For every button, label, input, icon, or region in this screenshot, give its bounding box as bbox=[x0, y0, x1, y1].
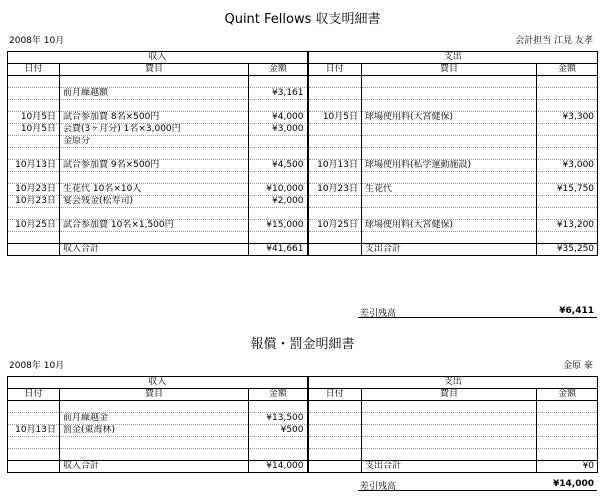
row-item: 試合参加費 8名×500円 bbox=[60, 112, 249, 124]
table-row bbox=[8, 208, 598, 220]
row-amount bbox=[249, 208, 308, 220]
row-amount bbox=[537, 88, 598, 100]
row-amount: ¥13,500 bbox=[249, 413, 308, 425]
row-date bbox=[8, 76, 60, 88]
income-expense-table bbox=[7, 51, 598, 256]
col-date-header: 日付 bbox=[308, 389, 362, 401]
row-amount bbox=[537, 172, 598, 184]
row-date bbox=[308, 232, 362, 244]
col-date-header: 日付 bbox=[308, 64, 362, 76]
income-header: 収入 bbox=[8, 377, 308, 389]
table-row bbox=[8, 437, 598, 449]
row-date: 10月5日 bbox=[308, 112, 362, 124]
row-date bbox=[308, 449, 362, 461]
row-item bbox=[60, 232, 249, 244]
col-item-header: 費目 bbox=[60, 64, 249, 76]
table-row bbox=[8, 425, 598, 437]
row-date bbox=[308, 100, 362, 112]
row-item bbox=[362, 148, 537, 160]
row-amount bbox=[537, 437, 598, 449]
row-amount: ¥3,000 bbox=[249, 124, 308, 136]
totals-row bbox=[8, 461, 598, 473]
row-amount bbox=[537, 413, 598, 425]
row-amount bbox=[249, 401, 308, 413]
row-item: 前月繰越額 bbox=[60, 88, 249, 100]
statement-manager: 会計担当 江見 友孝 bbox=[515, 36, 593, 46]
row-item bbox=[362, 124, 537, 136]
row-item bbox=[362, 172, 537, 184]
row-date bbox=[8, 172, 60, 184]
row-item bbox=[362, 413, 537, 425]
row-date bbox=[308, 88, 362, 100]
row-item: 試合参加費 10名×1,500円 bbox=[60, 220, 249, 232]
row-item bbox=[362, 425, 537, 437]
row-item: 罰金(東海林) bbox=[60, 425, 249, 437]
row-amount bbox=[249, 148, 308, 160]
row-item bbox=[362, 208, 537, 220]
row-date bbox=[8, 148, 60, 160]
row-date bbox=[8, 88, 60, 100]
row-item: 球場使用料(大宮健保) bbox=[362, 220, 537, 232]
row-date bbox=[8, 232, 60, 244]
section-header-row bbox=[8, 377, 598, 389]
row-item bbox=[60, 208, 249, 220]
expense-total-value: ¥0 bbox=[537, 461, 598, 473]
table-row bbox=[8, 136, 598, 148]
row-date: 10月5日 bbox=[8, 112, 60, 124]
row-item: 試合参加費 9名×500円 bbox=[60, 160, 249, 172]
row-amount bbox=[537, 401, 598, 413]
col-item-header: 費目 bbox=[362, 389, 537, 401]
row-amount bbox=[537, 100, 598, 112]
row-amount: ¥500 bbox=[249, 425, 308, 437]
row-amount bbox=[537, 425, 598, 437]
row-amount: ¥15,750 bbox=[537, 184, 598, 196]
balance-label: 差引残高 bbox=[360, 309, 397, 319]
col-amount-header: 金額 bbox=[537, 64, 598, 76]
table-row bbox=[8, 124, 598, 136]
expense-total-value: ¥35,250 bbox=[537, 244, 598, 256]
row-amount: ¥13,200 bbox=[537, 220, 598, 232]
row-date bbox=[8, 449, 60, 461]
row-amount: ¥15,000 bbox=[249, 220, 308, 232]
col-date-header: 日付 bbox=[8, 389, 60, 401]
column-header-row bbox=[8, 389, 598, 401]
row-amount bbox=[537, 196, 598, 208]
row-date: 10月5日 bbox=[8, 124, 60, 136]
table-row bbox=[8, 413, 598, 425]
row-item: 会費(3ヶ月分) 1名×3,000円 bbox=[60, 124, 249, 136]
row-amount bbox=[249, 437, 308, 449]
row-date: 10月25日 bbox=[308, 220, 362, 232]
statement-date: 2008年 10月 bbox=[9, 36, 65, 46]
table-row bbox=[8, 100, 598, 112]
row-date bbox=[308, 196, 362, 208]
row-item bbox=[362, 449, 537, 461]
reward-date: 2008年 10月 bbox=[9, 361, 65, 371]
row-date bbox=[308, 136, 362, 148]
row-amount: ¥2,000 bbox=[249, 196, 308, 208]
row-date bbox=[8, 401, 60, 413]
row-item bbox=[60, 76, 249, 88]
row-item bbox=[362, 136, 537, 148]
total-date-empty bbox=[8, 461, 60, 473]
row-date: 10月23日 bbox=[8, 184, 60, 196]
row-amount bbox=[537, 148, 598, 160]
row-date bbox=[308, 124, 362, 136]
total-date-empty bbox=[308, 244, 362, 256]
row-date: 10月25日 bbox=[8, 220, 60, 232]
income-total-value: ¥14,000 bbox=[249, 461, 308, 473]
table-row bbox=[8, 401, 598, 413]
row-item bbox=[362, 196, 537, 208]
row-item bbox=[60, 148, 249, 160]
row-item: 前月繰越金 bbox=[60, 413, 249, 425]
row-item bbox=[362, 88, 537, 100]
total-date-empty bbox=[8, 244, 60, 256]
row-date: 10月23日 bbox=[8, 196, 60, 208]
balance-underline bbox=[358, 317, 597, 318]
row-item: 球場使用料(大宮健保) bbox=[362, 112, 537, 124]
row-item: 球場使用料(私学運動施設) bbox=[362, 160, 537, 172]
reward-balance-underline bbox=[358, 490, 597, 491]
row-date bbox=[308, 208, 362, 220]
income-total-label: 収入合計 bbox=[60, 244, 249, 256]
statement-title: Quint Fellows 収支明細書 bbox=[224, 12, 381, 27]
row-amount bbox=[249, 449, 308, 461]
col-amount-header: 金額 bbox=[249, 64, 308, 76]
row-amount bbox=[249, 76, 308, 88]
row-amount bbox=[537, 76, 598, 88]
income-total-value: ¥41,661 bbox=[249, 244, 308, 256]
row-date bbox=[8, 437, 60, 449]
row-amount: ¥3,300 bbox=[537, 112, 598, 124]
row-item: 宴会残金(松寿司) bbox=[60, 196, 249, 208]
row-amount: ¥4,000 bbox=[249, 112, 308, 124]
row-date bbox=[308, 76, 362, 88]
table-row bbox=[8, 88, 598, 100]
expense-total-label: 支出合計 bbox=[362, 244, 537, 256]
expense-header: 支出 bbox=[308, 52, 598, 64]
row-date bbox=[8, 100, 60, 112]
row-date bbox=[308, 425, 362, 437]
row-amount bbox=[537, 136, 598, 148]
row-amount: ¥4,500 bbox=[249, 160, 308, 172]
row-item bbox=[60, 437, 249, 449]
row-item: 金原分 bbox=[60, 136, 249, 148]
table-row bbox=[8, 112, 598, 124]
row-date: 10月13日 bbox=[308, 160, 362, 172]
row-date bbox=[308, 172, 362, 184]
row-date: 10月23日 bbox=[308, 184, 362, 196]
row-item bbox=[60, 449, 249, 461]
reward-manager: 金原 豪 bbox=[563, 361, 593, 371]
row-date bbox=[8, 208, 60, 220]
table-row bbox=[8, 220, 598, 232]
row-item bbox=[362, 100, 537, 112]
income-total-label: 収入合計 bbox=[60, 461, 249, 473]
totals-row bbox=[8, 244, 598, 256]
row-amount bbox=[249, 136, 308, 148]
row-date bbox=[8, 136, 60, 148]
row-date bbox=[308, 413, 362, 425]
col-item-header: 費目 bbox=[362, 64, 537, 76]
table-row bbox=[8, 148, 598, 160]
table-row bbox=[8, 172, 598, 184]
row-date: 10月13日 bbox=[8, 425, 60, 437]
total-date-empty bbox=[308, 461, 362, 473]
row-amount bbox=[537, 208, 598, 220]
reward-title: 報償・罰金明細書 bbox=[250, 337, 355, 352]
col-item-header: 費目 bbox=[60, 389, 249, 401]
col-amount-header: 金額 bbox=[249, 389, 308, 401]
section-header-row bbox=[8, 52, 598, 64]
row-amount bbox=[537, 449, 598, 461]
reward-balance-label: 差引残高 bbox=[360, 482, 397, 492]
row-date bbox=[308, 437, 362, 449]
table-row bbox=[8, 160, 598, 172]
reward-table bbox=[7, 376, 598, 473]
row-date bbox=[308, 401, 362, 413]
col-date-header: 日付 bbox=[8, 64, 60, 76]
row-date: 10月13日 bbox=[8, 160, 60, 172]
row-amount: ¥3,161 bbox=[249, 88, 308, 100]
row-amount bbox=[537, 124, 598, 136]
row-item bbox=[362, 232, 537, 244]
balance-value: ¥6,411 bbox=[559, 306, 594, 316]
expense-header: 支出 bbox=[308, 377, 598, 389]
row-item: 生花代 bbox=[362, 184, 537, 196]
row-amount bbox=[249, 100, 308, 112]
row-amount bbox=[537, 232, 598, 244]
row-amount: ¥3,000 bbox=[537, 160, 598, 172]
row-amount bbox=[249, 232, 308, 244]
row-date bbox=[308, 148, 362, 160]
expense-total-label: 支出合計 bbox=[362, 461, 537, 473]
row-item: 生花代 10名×10人 bbox=[60, 184, 249, 196]
row-date bbox=[8, 413, 60, 425]
row-item bbox=[362, 76, 537, 88]
row-item bbox=[60, 401, 249, 413]
table-row bbox=[8, 184, 598, 196]
reward-balance-value: ¥14,000 bbox=[553, 479, 594, 489]
table-row bbox=[8, 232, 598, 244]
table-row bbox=[8, 76, 598, 88]
income-header: 収入 bbox=[8, 52, 308, 64]
column-header-row bbox=[8, 64, 598, 76]
table-row bbox=[8, 449, 598, 461]
row-amount bbox=[249, 172, 308, 184]
row-item bbox=[362, 437, 537, 449]
row-amount: ¥10,000 bbox=[249, 184, 308, 196]
row-item bbox=[60, 172, 249, 184]
table-row bbox=[8, 196, 598, 208]
row-item bbox=[362, 401, 537, 413]
row-item bbox=[60, 100, 249, 112]
col-amount-header: 金額 bbox=[537, 389, 598, 401]
